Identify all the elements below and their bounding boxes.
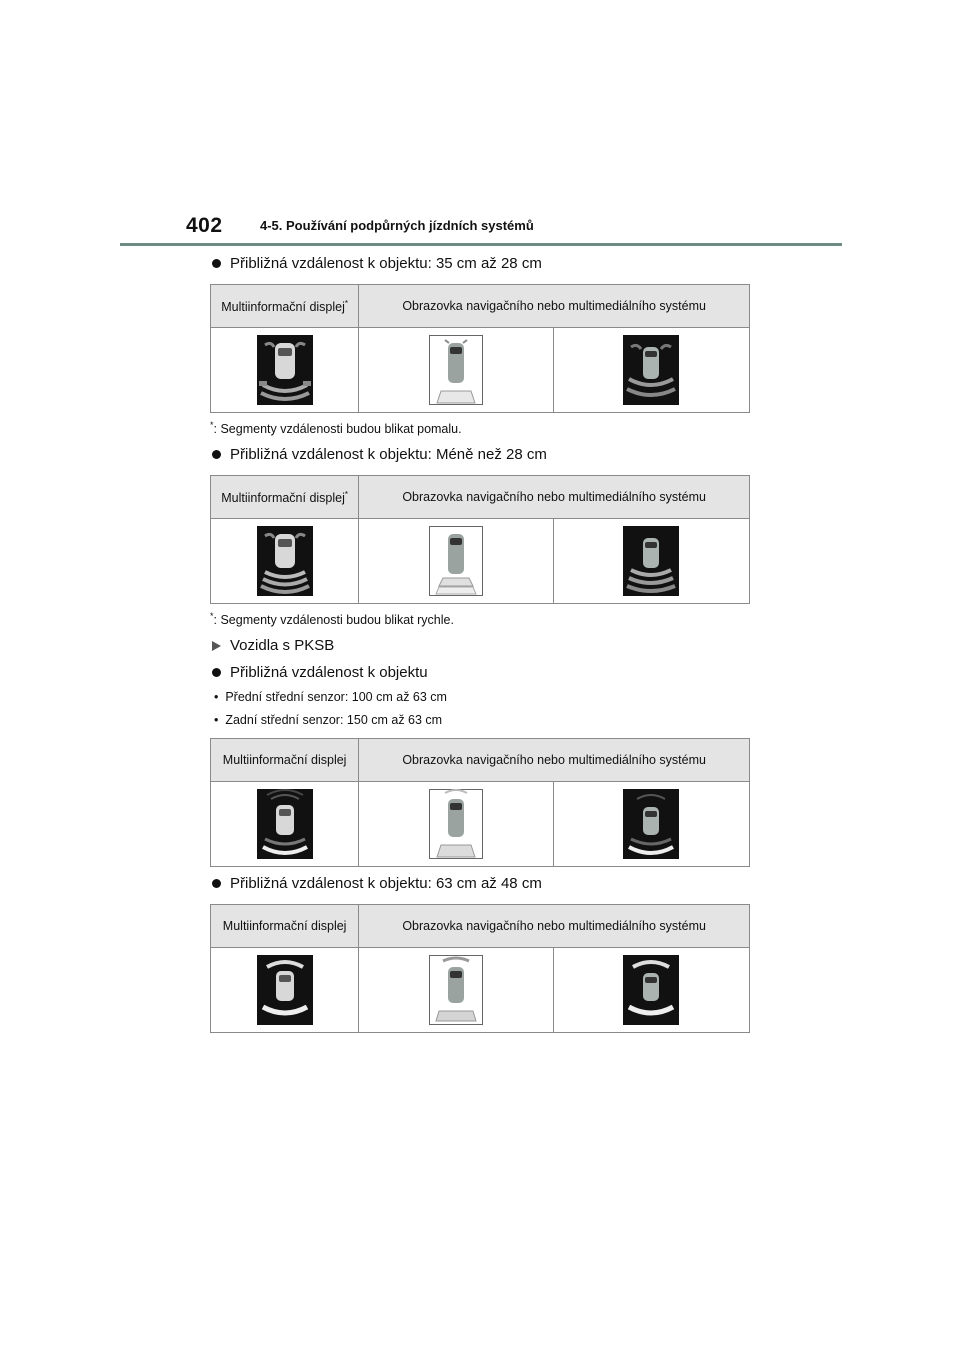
mid-display-screen <box>257 335 313 405</box>
cell-mid-image <box>211 519 359 604</box>
display-table-1 <box>210 284 750 413</box>
multimedia-display-screen <box>623 526 679 596</box>
cell-multimedia-image <box>553 782 749 867</box>
multimedia-display-screen <box>623 955 679 1025</box>
section-1-note: *: Segmenty vzdálenosti budou blikat pomalu. <box>210 420 462 437</box>
display-table-2 <box>210 475 750 604</box>
pksb-heading: Přibližná vzdálenost k objektu <box>230 664 428 681</box>
table-header-nav: Obrazovka navigačního nebo multimediálního systému <box>359 285 750 328</box>
cell-mid-image <box>211 782 359 867</box>
table-header-nav: Obrazovka navigačního nebo multimediálního systému <box>359 905 750 948</box>
bullet-icon <box>212 668 221 677</box>
table-header-nav: Obrazovka navigačního nebo multimediálního systému <box>359 476 750 519</box>
bullet-icon <box>212 879 221 888</box>
cell-nav-image <box>359 948 553 1033</box>
page-header <box>120 212 842 248</box>
pksb-subheading <box>210 637 334 654</box>
table-header-mid: Multiinformační displej <box>211 905 359 948</box>
display-table-4 <box>210 904 750 1033</box>
table-header-nav: Obrazovka navigačního nebo multimediálního systému <box>359 739 750 782</box>
table-header-mid: Multiinformační displej <box>211 739 359 782</box>
pksb-item-rear: • Zadní střední senzor: 150 cm až 63 cm <box>214 713 443 727</box>
cell-mid-image <box>211 328 359 413</box>
nav-display-screen <box>429 789 483 859</box>
header-rule <box>120 243 842 246</box>
cell-nav-image <box>359 782 553 867</box>
page-number: 402 <box>186 214 223 237</box>
cell-multimedia-image <box>553 519 749 604</box>
multimedia-display-screen <box>623 789 679 859</box>
pksb-item-front: • Přední střední senzor: 100 cm až 63 cm <box>214 690 447 704</box>
cell-mid-image <box>211 948 359 1033</box>
section-1-bullet <box>210 255 542 272</box>
chapter-title: 4-5. Používání podpůrných jízdních systémů <box>260 218 534 233</box>
bullet-icon <box>212 259 221 268</box>
multimedia-display-screen <box>623 335 679 405</box>
nav-display-screen <box>429 955 483 1025</box>
cell-nav-image <box>359 519 553 604</box>
cell-multimedia-image <box>553 328 749 413</box>
nav-display-screen <box>429 526 483 596</box>
mid-display-screen <box>257 789 313 859</box>
pksb-heading-2: Přibližná vzdálenost k objektu: 63 cm až 48 cm <box>230 875 542 892</box>
triangle-icon <box>212 641 221 651</box>
table-header-mid: Multiinformační displej* <box>211 285 359 328</box>
bullet-icon <box>212 450 221 459</box>
nav-display-screen <box>429 335 483 405</box>
pksb-bullet-2 <box>210 875 542 892</box>
mid-display-screen <box>257 955 313 1025</box>
mid-display-screen <box>257 526 313 596</box>
section-1-heading: Přibližná vzdálenost k objektu: 35 cm až 28 cm <box>230 255 542 272</box>
pksb-title: Vozidla s PKSB <box>230 637 335 654</box>
section-2-heading: Přibližná vzdálenost k objektu: Méně než 28 cm <box>230 446 547 463</box>
cell-nav-image <box>359 328 553 413</box>
display-table-3 <box>210 738 750 867</box>
section-2-note: *: Segmenty vzdálenosti budou blikat rychle. <box>210 611 454 628</box>
cell-multimedia-image <box>553 948 749 1033</box>
table-header-mid: Multiinformační displej* <box>211 476 359 519</box>
pksb-bullet <box>210 664 428 681</box>
section-2-bullet <box>210 446 547 463</box>
